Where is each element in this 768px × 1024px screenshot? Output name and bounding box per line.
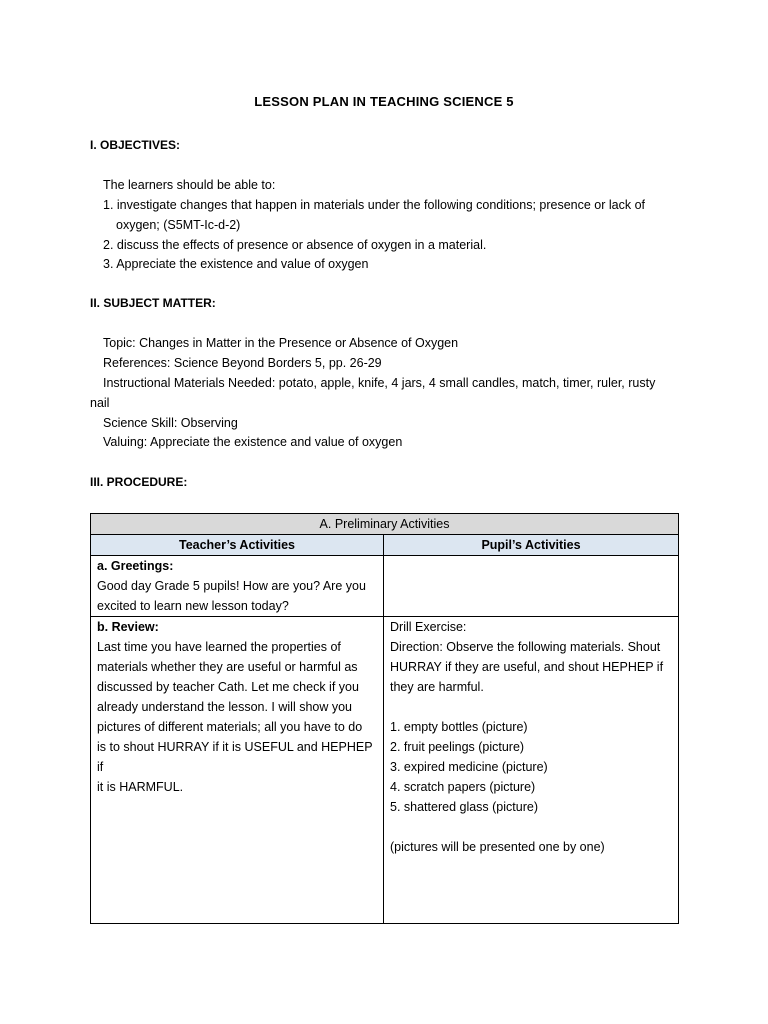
section-title-cell: A. Preliminary Activities: [91, 514, 679, 535]
objectives-heading: I. OBJECTIVES:: [90, 138, 181, 152]
review-label: b. Review:: [97, 620, 159, 634]
objective-1-line-1: 1. investigate changes that happen in materials under the following conditions; presence or lack of: [103, 198, 645, 212]
direction-line: HURRAY if they are useful, and shout HEPHEP if: [390, 660, 664, 674]
review-line: materials whether they are useful or harmful as: [97, 660, 358, 674]
list-item: 3. expired medicine (picture): [390, 760, 548, 774]
list-item: 4. scratch papers (picture): [390, 780, 536, 794]
direction-line: Direction: Observe the following materials. Shout: [390, 640, 661, 654]
document-title: LESSON PLAN IN TEACHING SCIENCE 5: [254, 94, 514, 109]
review-line: discussed by teacher Cath. Let me check if you: [97, 680, 359, 694]
direction-line: they are harmful.: [390, 680, 484, 694]
review-line: already understand the lesson. I will show you: [97, 700, 353, 714]
procedure-heading: III. PROCEDURE:: [90, 475, 188, 489]
pictures-note: (pictures will be presented one by one): [390, 840, 605, 854]
subject-valuing: Valuing: Appreciate the existence and value of oxygen: [103, 435, 403, 449]
objective-3: 3. Appreciate the existence and value of oxygen: [103, 257, 369, 271]
greetings-line-1: Good day Grade 5 pupils! How are you? Are you: [97, 579, 366, 593]
objectives-intro: The learners should be able to:: [103, 178, 276, 192]
review-line: Last time you have learned the properties of: [97, 640, 341, 654]
subject-materials-line-1: Instructional Materials Needed: potato, apple, knife, 4 jars, 4 small candles, match, timer, ruler, rusty: [103, 376, 656, 390]
list-item: 1. empty bottles (picture): [390, 720, 528, 734]
list-item: 2. fruit peelings (picture): [390, 740, 525, 754]
subject-topic: Topic: Changes in Matter in the Presence or Absence of Oxygen: [103, 336, 459, 350]
review-line: it is HARMFUL.: [97, 780, 184, 794]
subject-references: References: Science Beyond Borders 5, pp. 26-29: [103, 356, 382, 370]
greetings-label: a. Greetings:: [97, 559, 174, 573]
review-line: is to shout HURRAY if it is USEFUL and HEPHEP if: [97, 740, 373, 774]
greetings-cell: [91, 556, 384, 617]
objective-1-line-2: oxygen; (S5MT-Ic-d-2): [116, 218, 241, 232]
procedure-table: [90, 513, 679, 924]
drill-label: Drill Exercise:: [390, 620, 467, 634]
subject-materials-line-2: nail: [90, 396, 110, 410]
greetings-pupil-cell: [384, 556, 679, 617]
review-line: pictures of different materials; all you have to do: [97, 720, 363, 734]
subject-matter-heading: II. SUBJECT MATTER:: [90, 296, 216, 310]
teacher-column-header: Teacher’s Activities: [91, 535, 384, 556]
table-row: [91, 556, 679, 617]
subject-skill: Science Skill: Observing: [103, 416, 238, 430]
pupil-column-header: Pupil’s Activities: [384, 535, 679, 556]
table-row: [91, 617, 679, 924]
review-pupil-cell: [384, 617, 679, 924]
objective-2: 2. discuss the effects of presence or absence of oxygen in a material.: [103, 238, 487, 252]
review-cell: [91, 617, 384, 924]
list-item: 5. shattered glass (picture): [390, 800, 538, 814]
greetings-line-2: excited to learn new lesson today?: [97, 599, 289, 613]
